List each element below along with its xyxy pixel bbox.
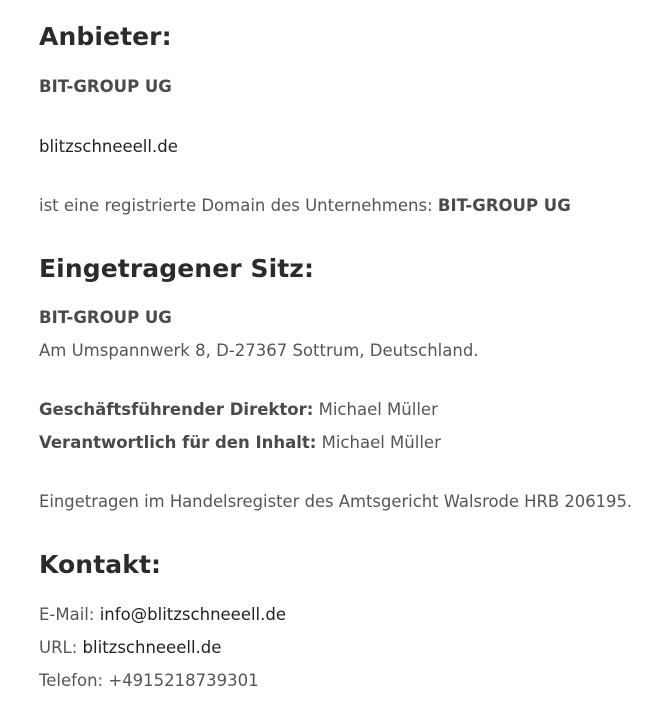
domain-note xyxy=(39,198,571,215)
domain-note-text: ist eine registrierte Domain des Unternehmens: xyxy=(39,196,433,215)
responsible-label: Verantwortlich für den Inhalt: xyxy=(39,433,317,452)
phone-value: +4915218739301 xyxy=(108,671,259,690)
responsible-line xyxy=(39,435,441,452)
provider-heading: Anbieter: xyxy=(39,22,172,51)
director-name: Michael Müller xyxy=(318,400,438,419)
responsible-name: Michael Müller xyxy=(321,433,441,452)
phone-label: Telefon: xyxy=(39,671,104,690)
domain-note-company: BIT-GROUP UG xyxy=(437,196,571,215)
register-entry: Eingetragen im Handelsregister des Amtsgericht Walsrode HRB 206195. xyxy=(39,492,633,511)
seat-address: Am Umspannwerk 8, D-27367 Sottrum, Deutschland. xyxy=(39,341,479,360)
seat-company: BIT-GROUP UG xyxy=(39,308,172,327)
phone-line xyxy=(39,673,259,690)
url-label: URL: xyxy=(39,638,78,657)
provider-domain: blitzschneeell.de xyxy=(39,137,178,156)
director-line xyxy=(39,402,438,419)
contact-heading: Kontakt: xyxy=(39,550,162,579)
email-line xyxy=(39,607,286,624)
email-label: E-Mail: xyxy=(39,605,95,624)
seat-heading: Eingetragener Sitz: xyxy=(39,254,315,283)
url-line xyxy=(39,640,221,657)
email-link[interactable]: info@blitzschneeell.de xyxy=(99,605,287,624)
provider-company: BIT-GROUP UG xyxy=(39,77,172,96)
director-label: Geschäftsführender Direktor: xyxy=(39,400,314,419)
url-link[interactable]: blitzschneeell.de xyxy=(82,638,222,657)
